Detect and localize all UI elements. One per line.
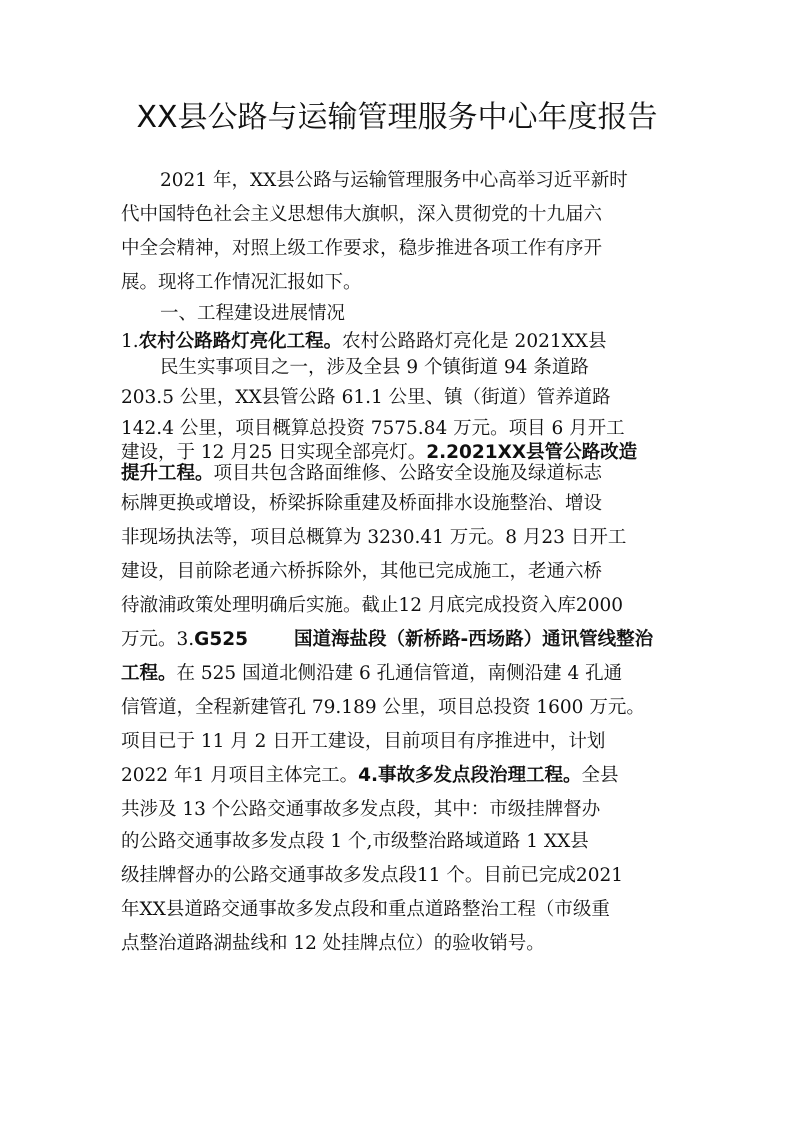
- body-line: 信管道，全程新建管孔 79.189 公里，项目总投资 1600 万元。: [121, 697, 645, 718]
- body-line: 展。现将工作情况汇报如下。: [121, 272, 362, 293]
- project-heading: 2.2021XX县管公路改造: [426, 442, 638, 463]
- body-line: 点整治道路湖盐线和 12 处挂牌点位）的验收销号。: [121, 933, 545, 954]
- project-heading: 工程。: [121, 663, 177, 684]
- section-heading: 一、工程建设进展情况: [160, 303, 346, 324]
- body-line: 142.4 公里，项目概算总投资 7575.84 万元。项目 6 月开工: [121, 418, 625, 439]
- project-heading: 提升工程。: [121, 463, 214, 484]
- body-text: 万元。3.: [121, 629, 195, 650]
- body-line: 标牌更换或增设，桥梁拆除重建及桥面排水设施整治、增设: [121, 493, 603, 514]
- body-line: [121, 328, 606, 356]
- body-line: [121, 762, 619, 790]
- body-text: 2022 年1 月项目主体完工。: [121, 765, 359, 786]
- body-line: 共涉及 13 个公路交通事故多发点段，其中：市级挂牌督办: [121, 799, 601, 820]
- project-heading: G525: [194, 629, 248, 650]
- body-line: [121, 626, 248, 654]
- body-line: 非现场执法等，项目总概算为 3230.41 万元。8 月23 日开工: [121, 527, 627, 548]
- body-line: 203.5 公里，XX县管公路 61.1 公里、镇（街道）管养道路: [121, 387, 611, 408]
- body-text: 建设，于 12 月25 日实现全部亮灯。: [121, 442, 427, 463]
- body-line: 级挂牌督办的公路交通事故多发点段11 个。目前已完成2021: [121, 865, 624, 886]
- body-line: 2021 年，XX县公路与运输管理服务中心高举习近平新时: [160, 170, 628, 191]
- item-number: 1.: [121, 331, 139, 352]
- project-heading: 农村公路路灯亮化工程。: [138, 331, 343, 352]
- body-line: 中全会精神，对照上级工作要求，稳步推进各项工作有序开: [121, 238, 603, 259]
- project-heading: 国道海盐段（新桥路-西场路）通讯管线整治: [294, 629, 654, 650]
- body-line: 项目已于 11 月 2 日开工建设，目前项目有序推进中，计划: [121, 731, 606, 752]
- project-heading: 4.事故多发点段治理工程。: [358, 765, 582, 786]
- body-line: 建设，目前除老通六桥拆除外，其他已完成施工，老通六桥: [121, 561, 603, 582]
- body-text: 在 525 国道北侧沿建 6 孔通信管道，南侧沿建 4 孔通: [176, 663, 623, 684]
- body-line: 年XX县道路交通事故多发点段和重点道路整治工程（市级重: [121, 899, 610, 920]
- body-text: 项目共包含路面维修、公路安全设施及绿道标志: [213, 463, 603, 484]
- body-line: 待澈浦政策处理明确后实施。截止12 月底完成投资入库2000: [121, 595, 624, 616]
- body-line: [121, 660, 622, 688]
- document-title: XX县公路与运输管理服务中心年度报告: [136, 100, 658, 135]
- body-text: 农村公路路灯亮化是 2021XX县: [342, 331, 607, 352]
- body-line: 代中国特色社会主义思想伟大旗帜，深入贯彻党的十九届六: [121, 204, 603, 225]
- body-line: [121, 460, 602, 488]
- body-line: 的公路交通事故多发点段 1 个,市级整治路域道路 1 XX县: [121, 831, 589, 852]
- body-line: 民生实事项目之一，涉及全县 9 个镇街道 94 条道路: [160, 357, 589, 378]
- body-text: 全县: [581, 765, 619, 786]
